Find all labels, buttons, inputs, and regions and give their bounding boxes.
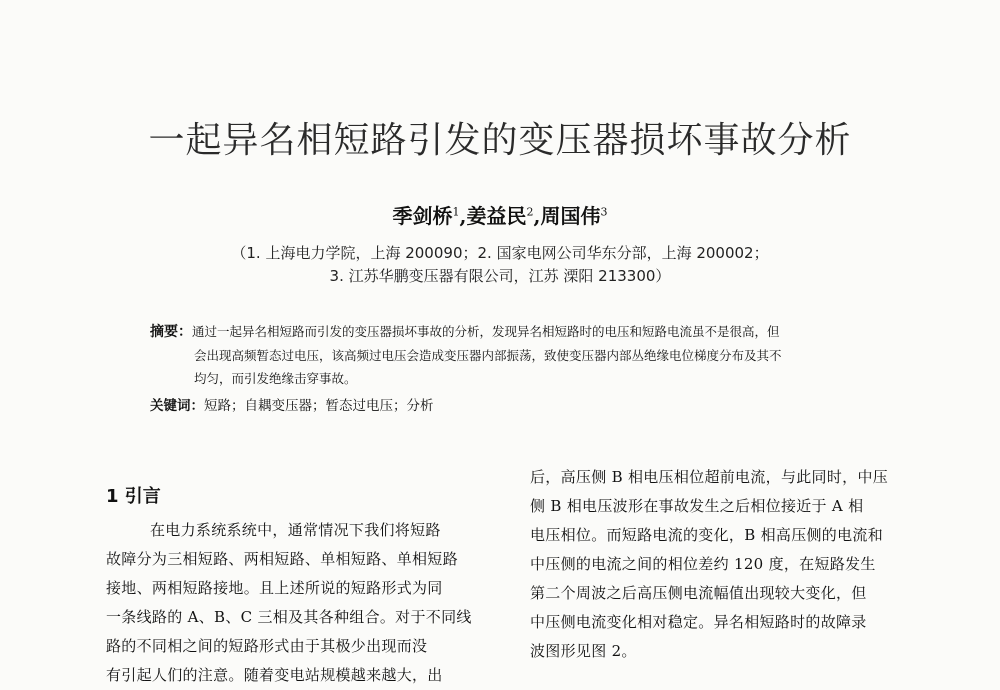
body-line: 侧 B 相电压波形在事故发生之后相位接近于 A 相: [530, 497, 864, 515]
abstract-line: 会出现高频暂态过电压，该高频过电压会造成变压器内部振荡，致使变压器内部丛绝缘电位梯度分布及其不: [194, 348, 782, 363]
body-line: 路的不同相之间的短路形式由于其极少出现而没: [106, 637, 428, 655]
body-line: 接地、两相短路接地。且上述所说的短路形式为同: [106, 579, 443, 597]
author-list: [0, 200, 1000, 229]
body-line: 一条线路的 A、B、C 三相及其各种组合。对于不同线: [106, 608, 472, 626]
body-line: 有引起人们的注意。随着变电站规模越来越大，出: [106, 666, 443, 684]
body-line: 故障分为三相短路、两相短路、单相短路、单相短路: [106, 550, 458, 568]
body-line: 中压侧的电流之间的相位差约 120 度，在短路发生: [530, 555, 876, 573]
body-line: 第二个周波之后高压侧电流幅值出现较大变化，但: [530, 584, 867, 602]
body-line: 在电力系统系统中，通常情况下我们将短路: [150, 521, 441, 539]
author-name: 季剑桥: [392, 204, 453, 228]
author-affiliation-mark: 1: [452, 205, 460, 219]
author-affiliation-mark: 2: [526, 205, 534, 219]
body-line: 中压侧电流变化相对稳定。异名相短路时的故障录: [530, 613, 867, 631]
affiliation-line: （1. 上海电力学院，上海 200090；2. 国家电网公司华东分部，上海 200002；: [231, 244, 769, 262]
affiliation-line: 3. 江苏华鹏变压器有限公司，江苏 溧阳 213300）: [329, 267, 671, 285]
author-affiliation-mark: 3: [600, 205, 608, 219]
keywords-label: 关键词：: [150, 398, 204, 414]
body-line: 电压相位。而短路电流的变化，B 相高压侧的电流和: [530, 526, 883, 544]
paper-title: 一起异名相短路引发的变压器损坏事故分析: [148, 120, 852, 161]
abstract-text: 通过一起异名相短路而引发的变压器损坏事故的分析，发现异名相短路时的电压和短路电流虽不是很高，但: [192, 324, 780, 339]
abstract: [150, 320, 890, 390]
author-name: 姜益民: [466, 204, 527, 228]
author-separator: ,: [459, 204, 467, 228]
abstract-line: 均匀，而引发绝缘击穿事故。: [194, 371, 357, 386]
left-column: [106, 516, 496, 690]
abstract-label: 摘要：: [150, 324, 192, 340]
author-separator: ,: [533, 204, 541, 228]
right-column: [530, 463, 925, 666]
keywords: [150, 394, 890, 414]
abstract-line: [150, 320, 890, 344]
body-line: 波图形见图 2。: [530, 642, 637, 660]
keywords-text: 短路；自耦变压器；暂态过电压；分析: [204, 398, 434, 414]
body-line: 后，高压侧 B 相电压相位超前电流，与此同时，中压: [530, 468, 889, 486]
section-heading: 1 引言: [106, 486, 161, 507]
author-name: 周国伟: [540, 204, 601, 228]
